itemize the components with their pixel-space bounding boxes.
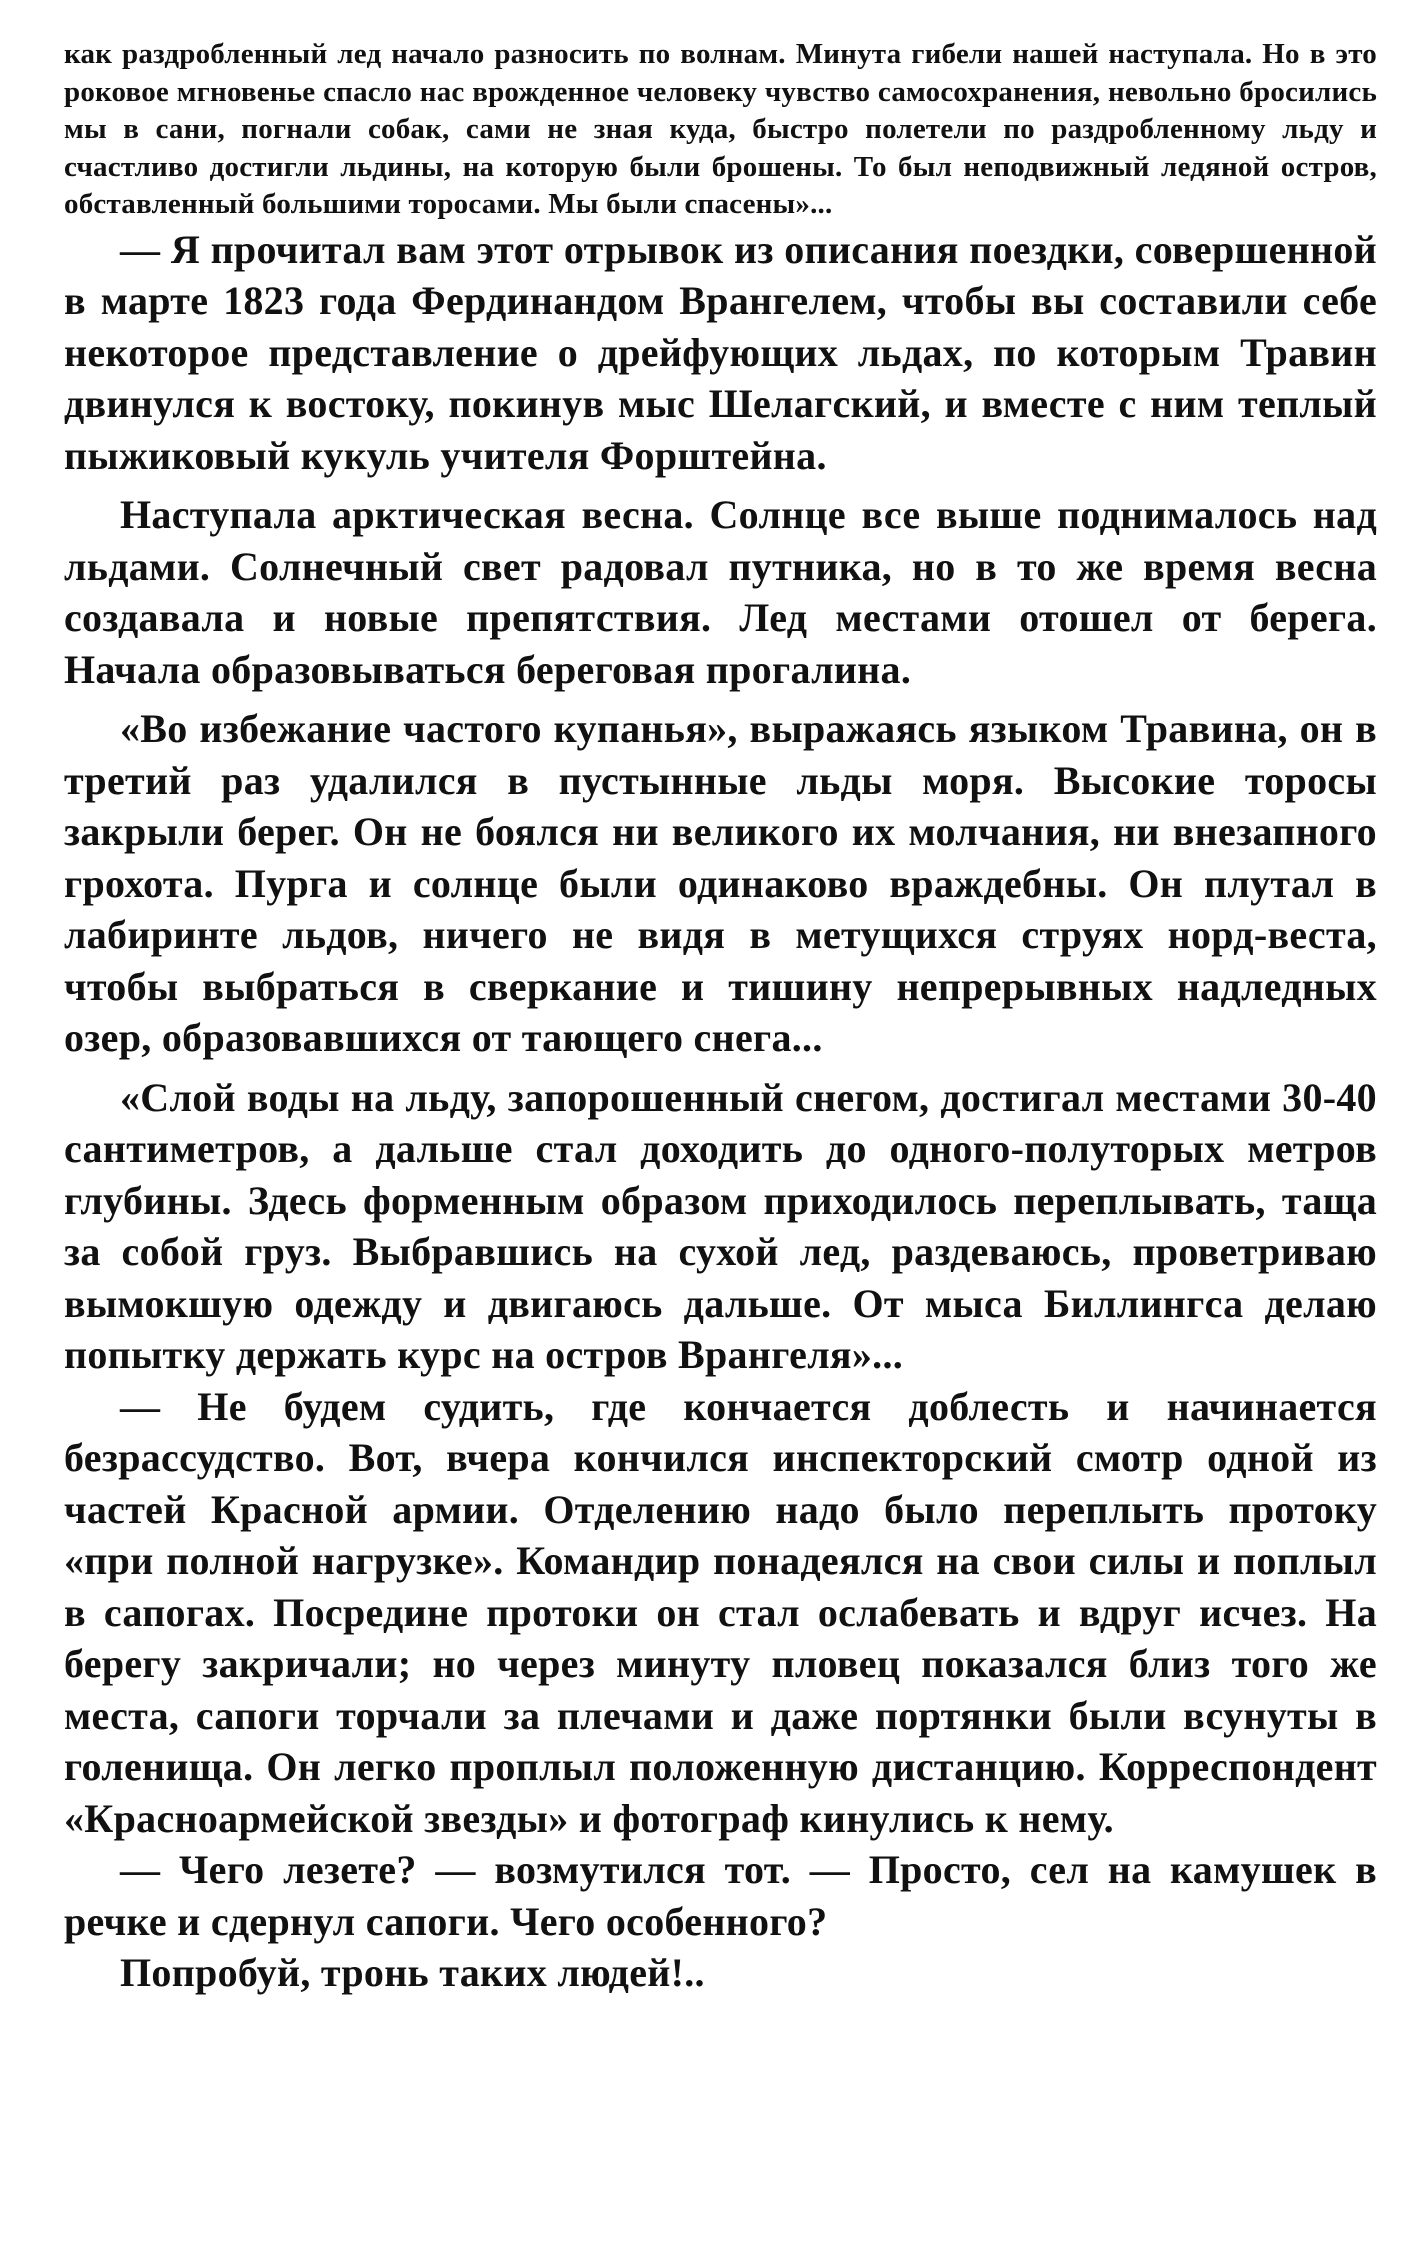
- paragraph-1: как раздробленный лед начало разносить по волнам. Минута гибели нашей наступала. Но в это роковое мгновенье спасло нас врожденное человеку чувство самосохранения, невольно бросились мы в сани, погнали собак, сами не зная куда, быстро полетели по раздробленному льду и счастливо достигли льдины, на которую были брошены. То был неподвижный ледяной остров, обставленный большими торосами. Мы были спасены»...: [64, 38, 1377, 220]
- paragraph-4: «Во избежание частого купанья», выражаясь языком Травина, он в третий раз удалился в пустынные льды моря. Высокие торосы закрыли берег. Он не боялся ни великого их молчания, ни внезапного грохота. Пурга и солнце были одинаково враждебны. Он плутал в лабиринте льдов, ничего не видя в метущихся струях норд-веста, чтобы выбраться в сверкание и тишину непрерывных надледных озер, образовавшихся от тающего снега...: [64, 706, 1377, 1060]
- paragraph-2: — Я прочитал вам этот отрывок из описания поездки, совершенной в марте 1823 года Фердинандом Врангелем, чтобы вы составили себе некоторое представление о дрейфующих льдах, по которым Травин двинулся к востоку, покинув мыс Шелагский, и вместе с ним теплый пыжиковый кукуль учителя Форштейна.: [64, 226, 1377, 478]
- paragraph-3: Наступала арктическая весна. Солнце все выше поднималось над льдами. Солнечный свет радовал путника, но в то же время весна создавала и новые препятствия. Лед местами отошел от берега. Начала образовываться береговая прогалина.: [64, 492, 1377, 692]
- paragraph-5: «Слой воды на льду, запорошенный снегом, достигал местами 30-40 сантиметров, а дальше стал доходить до одного-полуторых метров глубины. Здесь форменным образом приходилось переплывать, таща за собой груз. Выбравшись на сухой лед, раздеваюсь, проветриваю вымокшую одежду и двигаюсь дальше. От мыса Биллингса делаю попытку держать курс на остров Врангеля»...: [64, 1074, 1377, 1377]
- paragraph-7: — Чего лезете? — возмутился тот. — Просто, сел на камушек в речке и сдернул сапоги. Чего особенного?: [64, 1847, 1377, 1944]
- paragraph-8: Попробуй, тронь таких людей!..: [120, 1950, 705, 1995]
- paragraph-6: — Не будем судить, где кончается доблесть и начинается безрассудство. Вот, вчера кончился инспекторский смотр одной из частей Красной армии. Отделению надо было переплыть протоку «при полной нагрузке». Командир понадеялся на свои силы и поплыл в сапогах. Посредине протоки он стал ослабевать и вдруг исчез. На берегу закричали; но через минуту пловец показался близ того же места, сапоги торчали за плечами и даже портянки были всунуты в голенища. Он легко проплыл положенную дистанцию. Корреспондент «Красноармейской звезды» и фотограф кинулись к нему.: [64, 1383, 1377, 1841]
